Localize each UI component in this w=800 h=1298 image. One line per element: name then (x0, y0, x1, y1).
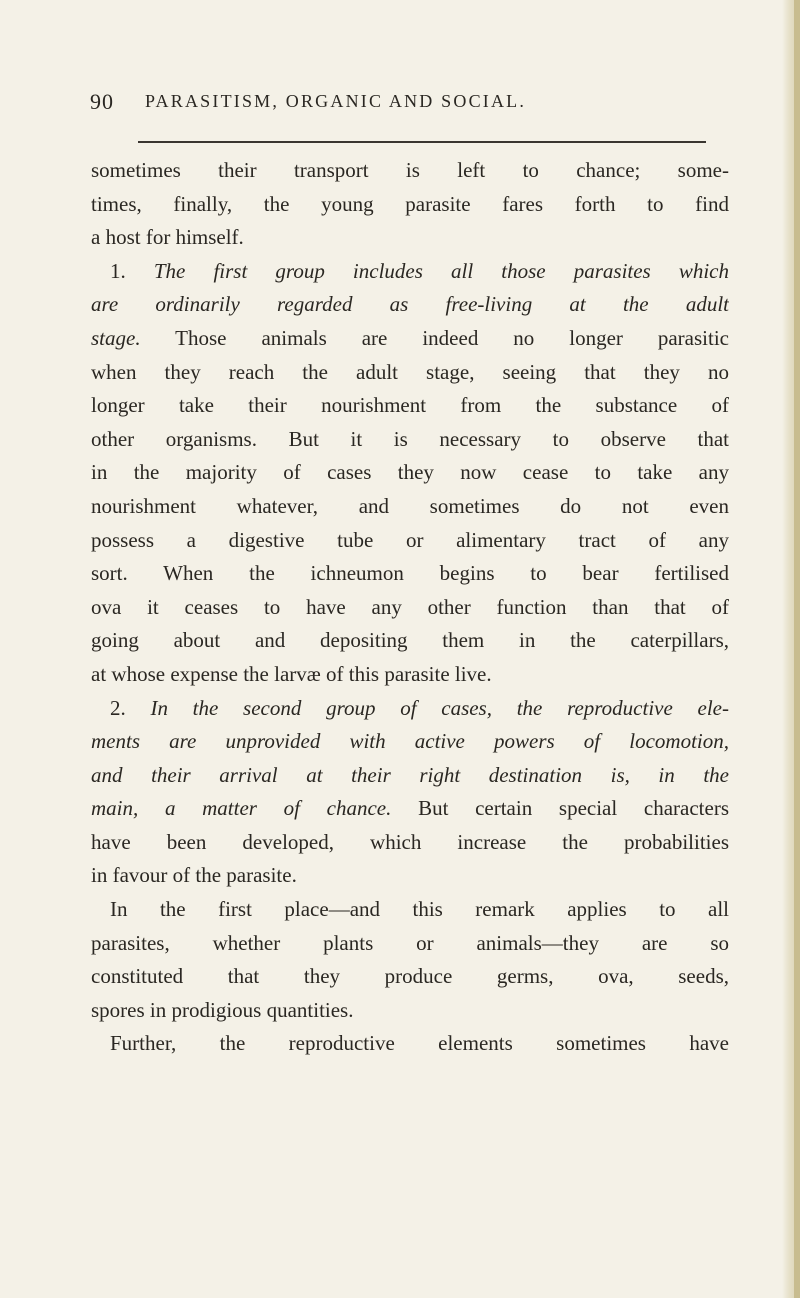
italic-text: ments are unprovided with active powers of locomotion, (91, 729, 729, 754)
text-line (91, 859, 729, 893)
text-run: sort. When the ichneumon begins to bear fertilised (91, 561, 729, 586)
text-run: nourishment whatever, and sometimes do not even (91, 493, 729, 518)
text-line (91, 356, 729, 390)
text-run: In the first place—and this remark applies to all (110, 897, 729, 922)
text-run: other organisms. But it is necessary to observe that (91, 426, 729, 451)
italic-text: In the second group of cases, the reproductive ele- (150, 695, 729, 720)
text-run: But certain special characters (391, 796, 729, 821)
italic-text: are ordinarily regarded as free-living at the adult (91, 292, 729, 317)
text-line (91, 456, 729, 490)
text-line (91, 154, 729, 188)
text-line (91, 893, 729, 927)
text-line (91, 725, 729, 759)
italic-text: main, a matter of chance. (91, 796, 392, 821)
text-line (91, 692, 729, 726)
text-run: parasites, whether plants or animals—they are so (91, 930, 729, 955)
italic-text: and their arrival at their right destination is, in the (91, 762, 729, 787)
text-line (91, 1027, 729, 1061)
text-line (91, 759, 729, 793)
text-run: when they reach the adult stage, seeing that they no (91, 359, 729, 384)
text-run: sometimes their transport is left to chance; some- (91, 158, 729, 182)
text-line (91, 557, 729, 591)
header-rule (138, 141, 706, 143)
text-run: longer take their nourishment from the substance of (91, 393, 729, 418)
text-run: Further, the reproductive elements sometimes have (110, 1031, 729, 1056)
text-line (91, 322, 729, 356)
text-line (91, 792, 729, 826)
text-line (91, 524, 729, 558)
page-edge (794, 0, 800, 1298)
italic-text: stage. (91, 325, 141, 350)
text-line (91, 927, 729, 961)
text-line (91, 221, 729, 255)
text-run: in the majority of cases they now cease to take any (91, 460, 729, 485)
text-run: Those animals are indeed no longer parasitic (140, 325, 729, 350)
text-run: constituted that they produce germs, ova, seeds, (91, 964, 729, 989)
text-run: in favour of the parasite. (91, 863, 297, 888)
text-run: a host for himself. (91, 225, 244, 250)
text-run: 2. (110, 695, 151, 720)
text-line (91, 994, 729, 1028)
running-title: PARASITISM, ORGANIC AND SOCIAL. (145, 91, 527, 111)
text-line (91, 288, 729, 322)
text-line (91, 389, 729, 423)
text-run: going about and depositing them in the caterpillars, (91, 628, 729, 653)
text-line (91, 658, 729, 692)
text-run: have been developed, which increase the probabilities (91, 829, 729, 854)
text-line (91, 423, 729, 457)
text-line (91, 255, 729, 289)
text-line (91, 960, 729, 994)
page-number: 90 (90, 89, 114, 114)
text-run: ova it ceases to have any other function than that of (91, 594, 729, 619)
text-run: at whose expense the larvæ of this parasite live. (91, 661, 492, 686)
text-run: times, finally, the young parasite fares forth to find (91, 191, 729, 216)
text-run: possess a digestive tube or alimentary tract of any (91, 527, 729, 552)
body-text (91, 154, 729, 1061)
text-line (91, 188, 729, 222)
text-line (91, 591, 729, 625)
running-head (90, 89, 710, 113)
text-run: 1. (110, 258, 154, 283)
italic-text: The first group includes all those parasites which (153, 258, 729, 283)
text-line (91, 624, 729, 658)
text-line (91, 826, 729, 860)
text-line (91, 490, 729, 524)
text-run: spores in prodigious quantities. (91, 997, 354, 1022)
